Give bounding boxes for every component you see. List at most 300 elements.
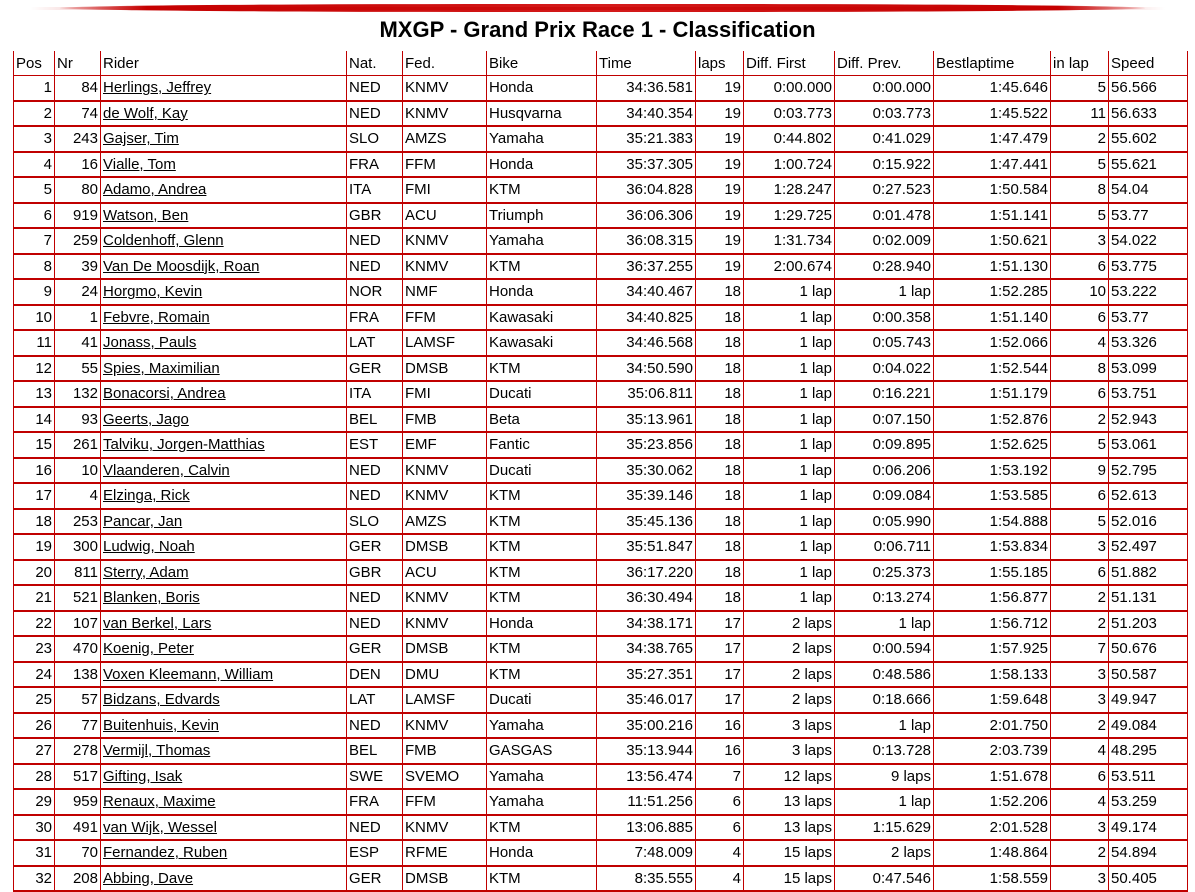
cell-nat: SLO: [347, 126, 403, 152]
cell-fed: KNMV: [403, 228, 487, 254]
cell-pos: 20: [14, 560, 55, 586]
cell-pos: 18: [14, 509, 55, 535]
cell-nr: 470: [55, 636, 101, 662]
cell-diff-prev: 0:13.728: [835, 738, 934, 764]
cell-bike: KTM: [487, 483, 597, 509]
cell-time: 34:36.581: [597, 76, 696, 101]
cell-bestlaptime: 1:50.621: [934, 228, 1051, 254]
cell-pos: 1: [14, 76, 55, 101]
cell-pos: 10: [14, 305, 55, 331]
cell-diff-first: 1 lap: [744, 381, 835, 407]
cell-nr: 259: [55, 228, 101, 254]
col-header-bike: Bike: [487, 51, 597, 76]
cell-time: 34:40.467: [597, 279, 696, 305]
rider-link[interactable]: Van De Moosdijk, Roan: [103, 257, 260, 275]
cell-diff-prev: 1 lap: [835, 611, 934, 637]
rider-link[interactable]: van Berkel, Lars: [103, 614, 212, 632]
rider-link[interactable]: Jonass, Pauls: [103, 334, 197, 352]
cell-diff-prev: 0:25.373: [835, 560, 934, 586]
cell-laps: 19: [696, 76, 744, 101]
cell-fed: KNMV: [403, 713, 487, 739]
cell-speed: 53.222: [1109, 279, 1188, 305]
cell-diff-prev: 0:09.084: [835, 483, 934, 509]
cell-pos: 15: [14, 432, 55, 458]
cell-speed: 53.061: [1109, 432, 1188, 458]
rider-link[interactable]: Coldenhoff, Glenn: [103, 232, 224, 250]
table-row: [14, 203, 1188, 229]
rider-link[interactable]: Renaux, Maxime: [103, 793, 216, 811]
cell-bike: Yamaha: [487, 126, 597, 152]
cell-bestlaptime: 1:53.192: [934, 458, 1051, 484]
rider-link[interactable]: Voxen Kleemann, William: [103, 665, 274, 683]
cell-bike: Yamaha: [487, 789, 597, 815]
classification-table: [13, 51, 1188, 892]
cell-nr: 10: [55, 458, 101, 484]
cell-time: 35:46.017: [597, 687, 696, 713]
rider-link[interactable]: Spies, Maximilian: [103, 359, 220, 377]
cell-diff-first: 1 lap: [744, 509, 835, 535]
cell-time: 35:51.847: [597, 534, 696, 560]
cell-rider: [101, 381, 347, 407]
cell-pos: 3: [14, 126, 55, 152]
rider-link[interactable]: Fernandez, Ruben: [103, 844, 228, 862]
cell-bestlaptime: 1:58.133: [934, 662, 1051, 688]
cell-bestlaptime: 1:52.876: [934, 407, 1051, 433]
cell-nat: NED: [347, 713, 403, 739]
cell-laps: 18: [696, 407, 744, 433]
cell-fed: DMSB: [403, 866, 487, 892]
cell-nr: 811: [55, 560, 101, 586]
cell-diff-prev: 1 lap: [835, 279, 934, 305]
cell-diff-first: 1 lap: [744, 560, 835, 586]
table-row: [14, 738, 1188, 764]
cell-pos: 21: [14, 585, 55, 611]
cell-rider: [101, 356, 347, 382]
col-header-nat: Nat.: [347, 51, 403, 76]
cell-bike: Husqvarna: [487, 101, 597, 127]
rider-link[interactable]: Gifting, Isak: [103, 767, 183, 785]
cell-rider: [101, 254, 347, 280]
cell-diff-first: 15 laps: [744, 840, 835, 866]
table-row: [14, 840, 1188, 866]
cell-fed: ACU: [403, 203, 487, 229]
cell-rider: [101, 228, 347, 254]
cell-bike: Triumph: [487, 203, 597, 229]
cell-laps: 18: [696, 534, 744, 560]
cell-laps: 7: [696, 764, 744, 790]
cell-nat: SWE: [347, 764, 403, 790]
table-row: [14, 662, 1188, 688]
cell-nat: FRA: [347, 152, 403, 178]
cell-nr: 41: [55, 330, 101, 356]
cell-speed: 50.405: [1109, 866, 1188, 892]
cell-rider: [101, 203, 347, 229]
cell-bestlaptime: 1:45.522: [934, 101, 1051, 127]
cell-pos: 11: [14, 330, 55, 356]
cell-pos: 23: [14, 636, 55, 662]
rider-link[interactable]: Watson, Ben: [103, 206, 189, 224]
cell-laps: 18: [696, 356, 744, 382]
cell-diff-prev: 0:09.895: [835, 432, 934, 458]
cell-time: 36:30.494: [597, 585, 696, 611]
cell-bestlaptime: 1:57.925: [934, 636, 1051, 662]
cell-rider: [101, 330, 347, 356]
cell-time: 35:45.136: [597, 509, 696, 535]
rider-link[interactable]: Talviku, Jorgen-Matthias: [103, 436, 265, 454]
cell-diff-first: 0:44.802: [744, 126, 835, 152]
cell-pos: 29: [14, 789, 55, 815]
cell-diff-first: 1 lap: [744, 330, 835, 356]
cell-speed: 53.77: [1109, 305, 1188, 331]
cell-nr: 74: [55, 101, 101, 127]
cell-speed: 49.174: [1109, 815, 1188, 841]
cell-laps: 4: [696, 866, 744, 892]
cell-diff-prev: 1 lap: [835, 713, 934, 739]
cell-laps: 18: [696, 560, 744, 586]
col-header-time: Time: [597, 51, 696, 76]
cell-in-lap: 6: [1051, 764, 1109, 790]
cell-diff-prev: 0:02.009: [835, 228, 934, 254]
table-row: [14, 687, 1188, 713]
cell-pos: 14: [14, 407, 55, 433]
cell-in-lap: 6: [1051, 254, 1109, 280]
cell-bike: Kawasaki: [487, 330, 597, 356]
cell-nr: 300: [55, 534, 101, 560]
cell-nr: 278: [55, 738, 101, 764]
cell-laps: 19: [696, 203, 744, 229]
cell-bestlaptime: 1:50.584: [934, 177, 1051, 203]
rider-link[interactable]: de Wolf, Kay: [103, 104, 188, 122]
cell-bestlaptime: 1:47.479: [934, 126, 1051, 152]
cell-in-lap: 4: [1051, 738, 1109, 764]
cell-laps: 18: [696, 483, 744, 509]
rider-link[interactable]: Elzinga, Rick: [103, 487, 190, 505]
cell-time: 35:27.351: [597, 662, 696, 688]
cell-speed: 51.203: [1109, 611, 1188, 637]
cell-speed: 53.751: [1109, 381, 1188, 407]
cell-diff-prev: 0:01.478: [835, 203, 934, 229]
cell-bestlaptime: 1:51.130: [934, 254, 1051, 280]
cell-speed: 54.022: [1109, 228, 1188, 254]
cell-nr: 80: [55, 177, 101, 203]
rider-link[interactable]: Vialle, Tom: [103, 155, 176, 173]
table-row: [14, 381, 1188, 407]
rider-link[interactable]: van Wijk, Wessel: [103, 818, 217, 836]
cell-in-lap: 7: [1051, 636, 1109, 662]
cell-bike: GASGAS: [487, 738, 597, 764]
cell-in-lap: 6: [1051, 381, 1109, 407]
table-row: [14, 152, 1188, 178]
cell-fed: DMSB: [403, 636, 487, 662]
cell-rider: [101, 560, 347, 586]
cell-fed: AMZS: [403, 509, 487, 535]
cell-diff-prev: 0:05.743: [835, 330, 934, 356]
rider-link[interactable]: Horgmo, Kevin: [103, 283, 203, 301]
col-header-diff-first: Diff. First: [744, 51, 835, 76]
cell-speed: 52.016: [1109, 509, 1188, 535]
cell-pos: 19: [14, 534, 55, 560]
cell-fed: SVEMO: [403, 764, 487, 790]
cell-laps: 17: [696, 611, 744, 637]
cell-fed: KNMV: [403, 815, 487, 841]
table-row: [14, 866, 1188, 892]
table-row: [14, 636, 1188, 662]
cell-rider: [101, 534, 347, 560]
cell-diff-prev: 0:15.922: [835, 152, 934, 178]
cell-nat: NOR: [347, 279, 403, 305]
cell-speed: 53.099: [1109, 356, 1188, 382]
cell-diff-prev: 0:00.594: [835, 636, 934, 662]
cell-diff-prev: 0:06.711: [835, 534, 934, 560]
cell-time: 36:04.828: [597, 177, 696, 203]
cell-bestlaptime: 1:56.877: [934, 585, 1051, 611]
rider-link[interactable]: Bidzans, Edvards: [103, 691, 220, 709]
cell-nat: LAT: [347, 687, 403, 713]
cell-diff-prev: 9 laps: [835, 764, 934, 790]
cell-time: 34:40.825: [597, 305, 696, 331]
cell-bike: Ducati: [487, 458, 597, 484]
cell-speed: 50.676: [1109, 636, 1188, 662]
cell-bestlaptime: 1:45.646: [934, 76, 1051, 101]
cell-fed: FFM: [403, 152, 487, 178]
cell-in-lap: 9: [1051, 458, 1109, 484]
cell-nat: DEN: [347, 662, 403, 688]
cell-diff-prev: 0:07.150: [835, 407, 934, 433]
cell-laps: 16: [696, 713, 744, 739]
cell-in-lap: 8: [1051, 356, 1109, 382]
cell-nr: 4: [55, 483, 101, 509]
cell-nat: GER: [347, 356, 403, 382]
cell-nr: 107: [55, 611, 101, 637]
cell-rider: [101, 101, 347, 127]
cell-diff-first: 2:00.674: [744, 254, 835, 280]
cell-fed: KNMV: [403, 254, 487, 280]
cell-rider: [101, 483, 347, 509]
cell-time: 35:13.944: [597, 738, 696, 764]
cell-pos: 13: [14, 381, 55, 407]
table-row: [14, 534, 1188, 560]
col-header-speed: Speed: [1109, 51, 1188, 76]
cell-in-lap: 3: [1051, 866, 1109, 892]
cell-pos: 30: [14, 815, 55, 841]
cell-nr: 253: [55, 509, 101, 535]
cell-nat: GBR: [347, 560, 403, 586]
cell-in-lap: 5: [1051, 76, 1109, 101]
cell-diff-first: 1 lap: [744, 534, 835, 560]
cell-fed: FMB: [403, 407, 487, 433]
cell-in-lap: 4: [1051, 330, 1109, 356]
cell-bike: Honda: [487, 76, 597, 101]
cell-nat: FRA: [347, 789, 403, 815]
cell-bike: KTM: [487, 636, 597, 662]
cell-fed: KNMV: [403, 101, 487, 127]
cell-speed: 53.511: [1109, 764, 1188, 790]
cell-bestlaptime: 1:51.140: [934, 305, 1051, 331]
cell-pos: 25: [14, 687, 55, 713]
cell-diff-first: 15 laps: [744, 866, 835, 892]
cell-nr: 93: [55, 407, 101, 433]
cell-diff-prev: 0:18.666: [835, 687, 934, 713]
rider-link[interactable]: Koenig, Peter: [103, 640, 194, 658]
cell-diff-prev: 1:15.629: [835, 815, 934, 841]
cell-pos: 31: [14, 840, 55, 866]
cell-diff-first: 1 lap: [744, 483, 835, 509]
cell-bike: Fantic: [487, 432, 597, 458]
cell-nat: NED: [347, 228, 403, 254]
cell-bike: KTM: [487, 815, 597, 841]
cell-bestlaptime: 1:48.864: [934, 840, 1051, 866]
rider-link[interactable]: Abbing, Dave: [103, 869, 194, 887]
cell-rider: [101, 636, 347, 662]
cell-in-lap: 6: [1051, 483, 1109, 509]
cell-pos: 8: [14, 254, 55, 280]
rider-link[interactable]: Febvre, Romain: [103, 308, 210, 326]
cell-bike: Yamaha: [487, 228, 597, 254]
cell-diff-first: 0:03.773: [744, 101, 835, 127]
cell-bestlaptime: 1:56.712: [934, 611, 1051, 637]
cell-nat: GER: [347, 534, 403, 560]
cell-speed: 48.295: [1109, 738, 1188, 764]
rider-link[interactable]: Vermijl, Thomas: [103, 742, 211, 760]
rider-link[interactable]: Herlings, Jeffrey: [103, 79, 212, 97]
cell-rider: [101, 509, 347, 535]
cell-nr: 261: [55, 432, 101, 458]
cell-time: 13:06.885: [597, 815, 696, 841]
cell-diff-prev: 0:16.221: [835, 381, 934, 407]
cell-diff-prev: 0:27.523: [835, 177, 934, 203]
cell-speed: 53.77: [1109, 203, 1188, 229]
table-row: [14, 279, 1188, 305]
cell-diff-first: 1 lap: [744, 407, 835, 433]
cell-speed: 52.795: [1109, 458, 1188, 484]
cell-bestlaptime: 1:52.206: [934, 789, 1051, 815]
rider-link[interactable]: Buitenhuis, Kevin: [103, 716, 219, 734]
rider-link[interactable]: Gajser, Tim: [103, 130, 179, 148]
cell-bestlaptime: 1:52.066: [934, 330, 1051, 356]
cell-nr: 55: [55, 356, 101, 382]
cell-nr: 243: [55, 126, 101, 152]
cell-speed: 50.587: [1109, 662, 1188, 688]
cell-nat: ITA: [347, 381, 403, 407]
cell-pos: 4: [14, 152, 55, 178]
cell-fed: KNMV: [403, 585, 487, 611]
cell-time: 36:06.306: [597, 203, 696, 229]
cell-pos: 12: [14, 356, 55, 382]
cell-in-lap: 3: [1051, 662, 1109, 688]
cell-bestlaptime: 2:03.739: [934, 738, 1051, 764]
table-row: [14, 509, 1188, 535]
cell-diff-prev: 0:47.546: [835, 866, 934, 892]
cell-nat: ESP: [347, 840, 403, 866]
cell-speed: 51.131: [1109, 585, 1188, 611]
cell-fed: LAMSF: [403, 687, 487, 713]
col-header-bestlaptime: Bestlaptime: [934, 51, 1051, 76]
cell-in-lap: 3: [1051, 687, 1109, 713]
cell-rider: [101, 840, 347, 866]
cell-bike: Kawasaki: [487, 305, 597, 331]
cell-fed: DMSB: [403, 534, 487, 560]
cell-in-lap: 2: [1051, 585, 1109, 611]
cell-rider: [101, 866, 347, 892]
cell-laps: 19: [696, 152, 744, 178]
cell-bike: Beta: [487, 407, 597, 433]
cell-nat: SLO: [347, 509, 403, 535]
rider-link[interactable]: Pancar, Jan: [103, 512, 183, 530]
cell-rider: [101, 662, 347, 688]
col-header-nr: Nr: [55, 51, 101, 76]
cell-bike: KTM: [487, 662, 597, 688]
cell-time: 34:46.568: [597, 330, 696, 356]
cell-diff-first: 12 laps: [744, 764, 835, 790]
cell-nat: EST: [347, 432, 403, 458]
cell-diff-first: 2 laps: [744, 687, 835, 713]
cell-bike: KTM: [487, 254, 597, 280]
cell-time: 13:56.474: [597, 764, 696, 790]
cell-pos: 32: [14, 866, 55, 892]
cell-rider: [101, 177, 347, 203]
cell-laps: 4: [696, 840, 744, 866]
table-row: [14, 713, 1188, 739]
cell-time: 35:37.305: [597, 152, 696, 178]
rider-link[interactable]: Bonacorsi, Andrea: [103, 385, 226, 403]
cell-bestlaptime: 1:51.678: [934, 764, 1051, 790]
cell-in-lap: 10: [1051, 279, 1109, 305]
header-row: [14, 51, 1188, 76]
cell-laps: 18: [696, 330, 744, 356]
rider-link[interactable]: Adamo, Andrea: [103, 181, 207, 199]
rider-link[interactable]: Geerts, Jago: [103, 410, 189, 428]
cell-bestlaptime: 1:53.834: [934, 534, 1051, 560]
cell-diff-prev: 0:48.586: [835, 662, 934, 688]
cell-diff-first: 2 laps: [744, 662, 835, 688]
cell-bestlaptime: 1:54.888: [934, 509, 1051, 535]
cell-speed: 51.882: [1109, 560, 1188, 586]
cell-rider: [101, 815, 347, 841]
cell-time: 36:08.315: [597, 228, 696, 254]
cell-laps: 6: [696, 815, 744, 841]
rider-link[interactable]: Sterry, Adam: [103, 563, 189, 581]
cell-in-lap: 8: [1051, 177, 1109, 203]
cell-diff-prev: 0:13.274: [835, 585, 934, 611]
cell-bestlaptime: 2:01.528: [934, 815, 1051, 841]
cell-diff-first: 1:28.247: [744, 177, 835, 203]
cell-time: 35:06.811: [597, 381, 696, 407]
rider-link[interactable]: Vlaanderen, Calvin: [103, 461, 230, 479]
cell-rider: [101, 305, 347, 331]
cell-nat: GER: [347, 636, 403, 662]
cell-diff-first: 2 laps: [744, 611, 835, 637]
classification-rows: [14, 76, 1188, 892]
col-header-diff-prev: Diff. Prev.: [835, 51, 934, 76]
table-row: [14, 305, 1188, 331]
table-row: [14, 483, 1188, 509]
cell-nat: BEL: [347, 738, 403, 764]
cell-nat: NED: [347, 483, 403, 509]
cell-rider: [101, 585, 347, 611]
cell-rider: [101, 687, 347, 713]
cell-pos: 26: [14, 713, 55, 739]
cell-rider: [101, 152, 347, 178]
cell-time: 34:40.354: [597, 101, 696, 127]
cell-diff-prev: 0:00.358: [835, 305, 934, 331]
cell-laps: 17: [696, 636, 744, 662]
rider-link[interactable]: Blanken, Boris: [103, 589, 200, 607]
cell-in-lap: 2: [1051, 126, 1109, 152]
cell-fed: DMSB: [403, 356, 487, 382]
cell-speed: 53.775: [1109, 254, 1188, 280]
table-row: [14, 126, 1188, 152]
rider-link[interactable]: Ludwig, Noah: [103, 538, 195, 556]
